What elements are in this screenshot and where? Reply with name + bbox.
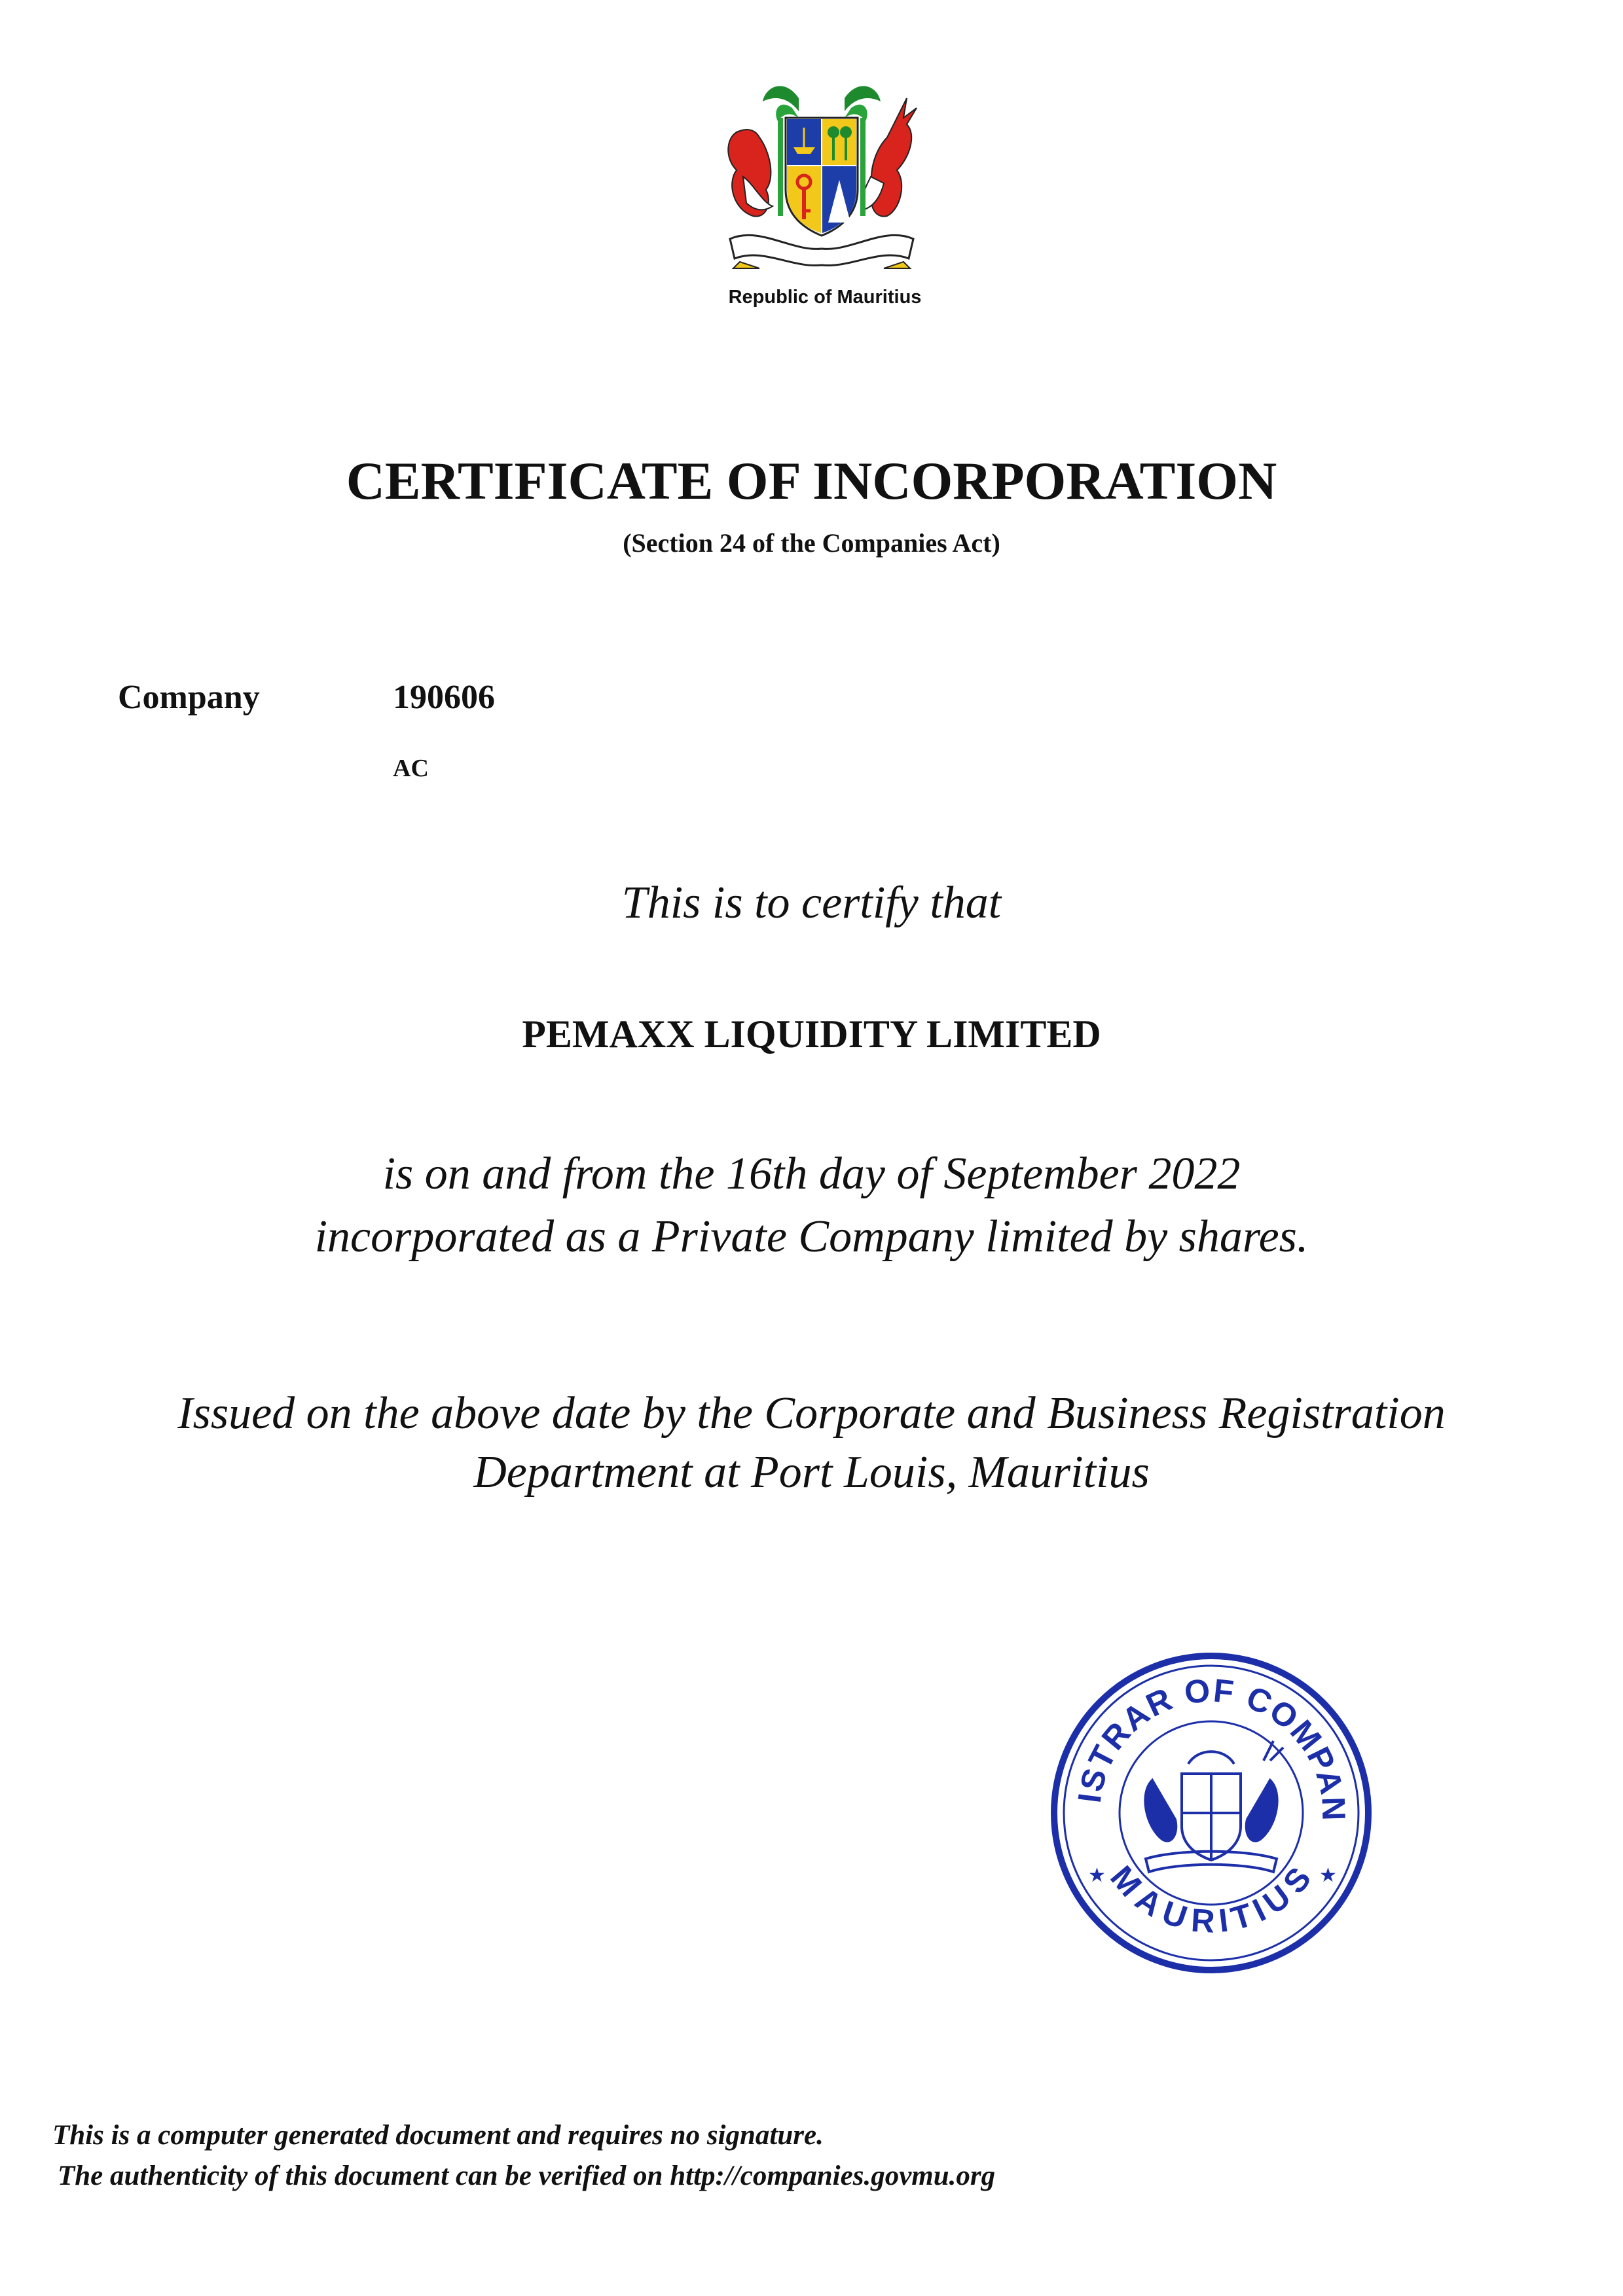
coat-of-arms-icon: [701, 72, 943, 288]
certificate-subtitle: (Section 24 of the Companies Act): [623, 528, 1000, 558]
country-label: Republic of Mauritius: [728, 287, 922, 308]
svg-text:★: ★: [1088, 1864, 1106, 1887]
seal-bottom-text: MAURITIUS: [1103, 1859, 1320, 1941]
svg-text:REGISTRAR OF COMPANIES: [1048, 1649, 1352, 1822]
issued-line-1: Issued on the above date by the Corporate and Business Registration: [177, 1388, 1446, 1439]
certify-line: This is to certify that: [621, 878, 1002, 928]
seal-top-text: ISTRAR OF COMPAN: [1070, 1672, 1353, 1823]
registrar-seal-icon: [1048, 1649, 1375, 1977]
issued-line-2: Department at Port Louis, Mauritius: [473, 1447, 1150, 1498]
company-name: PEMAXX LIQUIDITY LIMITED: [522, 1013, 1101, 1056]
company-number-suffix: AC: [393, 755, 429, 782]
svg-text:MAURITIUS: [1103, 1859, 1319, 1940]
footer-note-line-2: The authenticity of this document can be verified on http://companies.govmu.org: [58, 2161, 996, 2191]
company-number: 190606: [393, 679, 495, 716]
footer-note-line-1: This is a computer generated document and requires no signature.: [52, 2120, 824, 2151]
incorporation-statement-line-2: incorporated as a Private Company limited by shares.: [314, 1211, 1309, 1262]
company-label: Company: [118, 679, 260, 716]
svg-text:★: ★: [1319, 1864, 1337, 1887]
certificate-title: CERTIFICATE OF INCORPORATION: [346, 451, 1277, 511]
incorporation-statement-line-1: is on and from the 16th day of September 2022: [382, 1149, 1241, 1199]
